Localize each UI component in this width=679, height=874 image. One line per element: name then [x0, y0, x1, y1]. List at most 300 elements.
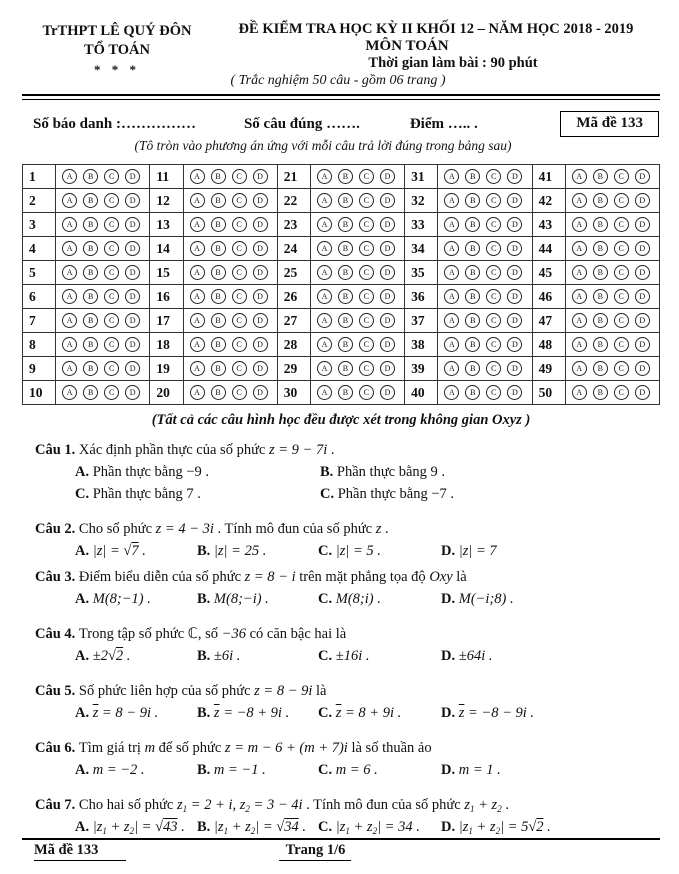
question-number-17: 17 — [150, 309, 183, 333]
answer-bubbles-50 — [565, 381, 659, 405]
answer-bubbles-38 — [438, 333, 532, 357]
bubble-24-A[interactable]: A — [317, 241, 332, 256]
bubble-7-A[interactable]: A — [62, 313, 77, 328]
question-number-23: 23 — [277, 213, 310, 237]
question-3-label: Câu 3. — [35, 569, 79, 585]
bubble-5-B[interactable]: B — [83, 265, 98, 280]
bubble-32-D[interactable]: D — [507, 193, 522, 208]
bubble-41-D[interactable]: D — [635, 169, 650, 184]
bubble-42-D[interactable]: D — [635, 193, 650, 208]
bubble-1-D[interactable]: D — [125, 169, 140, 184]
option-text: $|z_1 + z_2| = √34$ . — [213, 819, 306, 836]
bubble-34-D[interactable]: D — [507, 241, 522, 256]
bubble-35-A[interactable]: A — [444, 265, 459, 280]
bubble-19-B[interactable]: B — [211, 361, 226, 376]
bubble-19-C[interactable]: C — [232, 361, 247, 376]
bubble-8-C[interactable]: C — [104, 337, 119, 352]
bubble-28-D[interactable]: D — [380, 337, 395, 352]
math-expression: −36 — [221, 626, 246, 642]
bubble-30-C[interactable]: C — [359, 385, 374, 400]
bubble-26-B[interactable]: B — [338, 289, 353, 304]
question-number-13: 13 — [150, 213, 183, 237]
question-4-option-A — [75, 646, 197, 667]
bubble-44-D[interactable]: D — [635, 241, 650, 256]
bubble-7-B[interactable]: B — [83, 313, 98, 328]
bubble-6-C[interactable]: C — [104, 289, 119, 304]
correct-count-field[interactable]: Số câu đúng ……. — [243, 116, 360, 132]
bubble-23-C[interactable]: C — [359, 217, 374, 232]
bubble-48-C[interactable]: C — [614, 337, 629, 352]
bubble-50-C[interactable]: C — [614, 385, 629, 400]
bubble-1-C[interactable]: C — [104, 169, 119, 184]
bubble-13-D[interactable]: D — [253, 217, 268, 232]
bubble-40-A[interactable]: A — [444, 385, 459, 400]
bubble-48-B[interactable]: B — [593, 337, 608, 352]
bubble-5-C[interactable]: C — [104, 265, 119, 280]
bubble-15-D[interactable]: D — [253, 265, 268, 280]
option-label: A. — [75, 591, 93, 607]
option-text: $|z_1 + z_2| = √43$ . — [92, 819, 185, 836]
bubble-3-B[interactable]: B — [83, 217, 98, 232]
question-number-22: 22 — [277, 189, 310, 213]
bubble-4-A[interactable]: A — [62, 241, 77, 256]
bubble-20-A[interactable]: A — [190, 385, 205, 400]
bubble-3-D[interactable]: D — [125, 217, 140, 232]
bubble-14-D[interactable]: D — [253, 241, 268, 256]
bubble-43-C[interactable]: C — [614, 217, 629, 232]
question-number-6: 6 — [23, 285, 56, 309]
answer-bubbles-29 — [310, 357, 404, 381]
bubble-2-D[interactable]: D — [125, 193, 140, 208]
question-number-48: 48 — [532, 333, 565, 357]
answer-bubbles-20 — [183, 381, 277, 405]
option-label: C. — [318, 543, 336, 559]
option-label: D. — [441, 543, 459, 559]
bubble-21-D[interactable]: D — [380, 169, 395, 184]
question-2-option-D — [441, 541, 660, 562]
bubble-45-D[interactable]: D — [635, 265, 650, 280]
bubble-10-C[interactable]: C — [104, 385, 119, 400]
bubble-48-D[interactable]: D — [635, 337, 650, 352]
bubble-24-B[interactable]: B — [338, 241, 353, 256]
bubble-41-C[interactable]: C — [614, 169, 629, 184]
bubble-21-A[interactable]: A — [317, 169, 332, 184]
bubble-44-B[interactable]: B — [593, 241, 608, 256]
bubble-22-A[interactable]: A — [317, 193, 332, 208]
bubble-1-B[interactable]: B — [83, 169, 98, 184]
answer-bubbles-41 — [565, 165, 659, 189]
bubble-44-A[interactable]: A — [572, 241, 587, 256]
bubble-12-A[interactable]: A — [190, 193, 205, 208]
exam-header — [22, 20, 660, 90]
bubble-16-B[interactable]: B — [211, 289, 226, 304]
bubble-41-A[interactable]: A — [572, 169, 587, 184]
bubble-45-C[interactable]: C — [614, 265, 629, 280]
option-label: B. — [197, 591, 214, 607]
math-expression: m — [144, 740, 156, 756]
bubble-40-D[interactable]: D — [507, 385, 522, 400]
bubble-15-C[interactable]: C — [232, 265, 247, 280]
bubble-15-B[interactable]: B — [211, 265, 226, 280]
bubble-19-D[interactable]: D — [253, 361, 268, 376]
bubble-49-A[interactable]: A — [572, 361, 587, 376]
bubble-21-C[interactable]: C — [359, 169, 374, 184]
bubble-16-D[interactable]: D — [253, 289, 268, 304]
bubble-47-A[interactable]: A — [572, 313, 587, 328]
option-label: A. — [75, 762, 93, 778]
bubble-23-A[interactable]: A — [317, 217, 332, 232]
bubble-34-C[interactable]: C — [486, 241, 501, 256]
bubble-32-B[interactable]: B — [465, 193, 480, 208]
bubble-6-B[interactable]: B — [83, 289, 98, 304]
bubble-26-C[interactable]: C — [359, 289, 374, 304]
bubble-14-C[interactable]: C — [232, 241, 247, 256]
bubble-29-D[interactable]: D — [380, 361, 395, 376]
bubble-31-A[interactable]: A — [444, 169, 459, 184]
bubble-38-D[interactable]: D — [507, 337, 522, 352]
bubble-28-B[interactable]: B — [338, 337, 353, 352]
bubble-21-B[interactable]: B — [338, 169, 353, 184]
option-label: C. — [320, 486, 338, 502]
bubble-13-B[interactable]: B — [211, 217, 226, 232]
bubble-34-B[interactable]: B — [465, 241, 480, 256]
bubble-36-A[interactable]: A — [444, 289, 459, 304]
question-1-option-A — [75, 462, 320, 483]
answer-bubbles-16 — [183, 285, 277, 309]
answer-bubbles-22 — [310, 189, 404, 213]
bubble-47-C[interactable]: C — [614, 313, 629, 328]
question-number-40: 40 — [405, 381, 438, 405]
bubble-12-B[interactable]: B — [211, 193, 226, 208]
bubble-47-D[interactable]: D — [635, 313, 650, 328]
bubble-35-B[interactable]: B — [465, 265, 480, 280]
score-field[interactable]: Điểm ….. . — [409, 116, 478, 132]
bubble-22-D[interactable]: D — [380, 193, 395, 208]
bubble-5-D[interactable]: D — [125, 265, 140, 280]
bubble-1-A[interactable]: A — [62, 169, 77, 184]
bubble-22-C[interactable]: C — [359, 193, 374, 208]
stars-divider: * * * — [94, 62, 140, 77]
option-label: B. — [197, 762, 214, 778]
bubble-28-C[interactable]: C — [359, 337, 374, 352]
bubble-24-C[interactable]: C — [359, 241, 374, 256]
subject-title: MÔN TOÁN — [365, 38, 449, 54]
question-number-27: 27 — [277, 309, 310, 333]
question-number-47: 47 — [532, 309, 565, 333]
question-5-options — [35, 703, 660, 724]
bubble-46-D[interactable]: D — [635, 289, 650, 304]
bubble-38-B[interactable]: B — [465, 337, 480, 352]
bubble-2-A[interactable]: A — [62, 193, 77, 208]
bubble-40-C[interactable]: C — [486, 385, 501, 400]
question-number-1: 1 — [23, 165, 56, 189]
bubble-6-D[interactable]: D — [125, 289, 140, 304]
bubble-4-D[interactable]: D — [125, 241, 140, 256]
bubble-31-D[interactable]: D — [507, 169, 522, 184]
bubble-42-A[interactable]: A — [572, 193, 587, 208]
page-footer — [22, 838, 660, 864]
answer-bubbles-46 — [565, 285, 659, 309]
bubble-32-A[interactable]: A — [444, 193, 459, 208]
bubble-39-A[interactable]: A — [444, 361, 459, 376]
question-6 — [35, 739, 660, 781]
bubble-17-D[interactable]: D — [253, 313, 268, 328]
answer-bubbles-21 — [310, 165, 404, 189]
bubble-50-A[interactable]: A — [572, 385, 587, 400]
bubble-16-C[interactable]: C — [232, 289, 247, 304]
answer-bubbles-19 — [183, 357, 277, 381]
bubble-39-B[interactable]: B — [465, 361, 480, 376]
bubble-24-D[interactable]: D — [380, 241, 395, 256]
math-expression: z = m − 6 + (m + 7)i — [224, 740, 348, 756]
bubble-39-C[interactable]: C — [486, 361, 501, 376]
bubble-10-A[interactable]: A — [62, 385, 77, 400]
answer-grid-row — [23, 237, 660, 261]
bubble-3-A[interactable]: A — [62, 217, 77, 232]
bubble-36-C[interactable]: C — [486, 289, 501, 304]
answer-bubbles-47 — [565, 309, 659, 333]
bubble-9-A[interactable]: A — [62, 361, 77, 376]
bubble-46-C[interactable]: C — [614, 289, 629, 304]
bubble-12-D[interactable]: D — [253, 193, 268, 208]
question-1-label: Câu 1. — [35, 442, 79, 458]
bubble-41-B[interactable]: B — [593, 169, 608, 184]
bubble-30-B[interactable]: B — [338, 385, 353, 400]
bubble-33-C[interactable]: C — [486, 217, 501, 232]
bubble-42-B[interactable]: B — [593, 193, 608, 208]
bubble-32-C[interactable]: C — [486, 193, 501, 208]
bubble-10-D[interactable]: D — [125, 385, 140, 400]
bubble-5-A[interactable]: A — [62, 265, 77, 280]
option-text: m = −2 . — [92, 762, 145, 778]
bubble-11-A[interactable]: A — [190, 169, 205, 184]
answer-bubbles-33 — [438, 213, 532, 237]
bubble-49-D[interactable]: D — [635, 361, 650, 376]
bubble-11-B[interactable]: B — [211, 169, 226, 184]
option-text: $|z_1 + z_2| = 34$ . — [335, 819, 420, 836]
bubble-35-D[interactable]: D — [507, 265, 522, 280]
bubble-27-B[interactable]: B — [338, 313, 353, 328]
bubble-25-D[interactable]: D — [380, 265, 395, 280]
bubble-37-D[interactable]: D — [507, 313, 522, 328]
bubble-29-A[interactable]: A — [317, 361, 332, 376]
question-number-5: 5 — [23, 261, 56, 285]
bubble-3-C[interactable]: C — [104, 217, 119, 232]
bubble-17-C[interactable]: C — [232, 313, 247, 328]
bubble-50-D[interactable]: D — [635, 385, 650, 400]
question-6-option-C — [318, 760, 441, 781]
bubble-22-B[interactable]: B — [338, 193, 353, 208]
math-expression: z — [375, 521, 382, 537]
bubble-46-B[interactable]: B — [593, 289, 608, 304]
math-expression: $z_1 = 2 + i$, $z_2 = 3 - 4i$ — [177, 797, 303, 814]
bubble-42-C[interactable]: C — [614, 193, 629, 208]
stem-text: Tìm giá trị — [78, 740, 145, 756]
bubble-44-C[interactable]: C — [614, 241, 629, 256]
question-number-16: 16 — [150, 285, 183, 309]
bubble-29-C[interactable]: C — [359, 361, 374, 376]
bubble-18-A[interactable]: A — [190, 337, 205, 352]
answer-bubbles-12 — [183, 189, 277, 213]
bubble-43-B[interactable]: B — [593, 217, 608, 232]
bubble-2-B[interactable]: B — [83, 193, 98, 208]
bubble-9-B[interactable]: B — [83, 361, 98, 376]
bubble-16-A[interactable]: A — [190, 289, 205, 304]
answer-grid-row — [23, 381, 660, 405]
bubble-20-B[interactable]: B — [211, 385, 226, 400]
question-3-options — [35, 589, 660, 610]
stem-text: Số phức liên hợp của số phức — [78, 683, 255, 699]
question-7-option-B — [197, 817, 318, 838]
option-text: $\overline{z} = 8 - 9i$ . — [92, 705, 159, 721]
bubble-20-D[interactable]: D — [253, 385, 268, 400]
question-number-10: 10 — [23, 381, 56, 405]
department-name: TỔ TOÁN — [84, 42, 150, 58]
registration-row — [22, 111, 660, 137]
answer-grid-row — [23, 165, 660, 189]
bubble-7-D[interactable]: D — [125, 313, 140, 328]
bubble-38-C[interactable]: C — [486, 337, 501, 352]
question-7 — [35, 796, 660, 838]
bubble-27-D[interactable]: D — [380, 313, 395, 328]
bubble-14-A[interactable]: A — [190, 241, 205, 256]
bubble-12-C[interactable]: C — [232, 193, 247, 208]
bubble-11-D[interactable]: D — [253, 169, 268, 184]
bubble-46-A[interactable]: A — [572, 289, 587, 304]
answer-bubbles-6 — [56, 285, 150, 309]
question-3 — [35, 568, 660, 610]
bubble-25-A[interactable]: A — [317, 265, 332, 280]
question-number-26: 26 — [277, 285, 310, 309]
question-number-19: 19 — [150, 357, 183, 381]
bubble-29-B[interactable]: B — [338, 361, 353, 376]
question-number-7: 7 — [23, 309, 56, 333]
bubble-19-A[interactable]: A — [190, 361, 205, 376]
bubble-38-A[interactable]: A — [444, 337, 459, 352]
bubble-28-A[interactable]: A — [317, 337, 332, 352]
bubble-37-C[interactable]: C — [486, 313, 501, 328]
bubble-47-B[interactable]: B — [593, 313, 608, 328]
option-label: A. — [75, 819, 93, 835]
bubble-9-C[interactable]: C — [104, 361, 119, 376]
bubble-13-A[interactable]: A — [190, 217, 205, 232]
bubble-31-B[interactable]: B — [465, 169, 480, 184]
bubble-39-D[interactable]: D — [507, 361, 522, 376]
bubble-27-A[interactable]: A — [317, 313, 332, 328]
bubble-48-A[interactable]: A — [572, 337, 587, 352]
bubble-25-B[interactable]: B — [338, 265, 353, 280]
question-number-43: 43 — [532, 213, 565, 237]
bubble-11-C[interactable]: C — [232, 169, 247, 184]
question-1-option-C — [75, 484, 320, 505]
bubble-26-A[interactable]: A — [317, 289, 332, 304]
answer-bubbles-28 — [310, 333, 404, 357]
bubble-23-D[interactable]: D — [380, 217, 395, 232]
option-label: D. — [441, 705, 459, 721]
bubble-50-B[interactable]: B — [593, 385, 608, 400]
question-number-35: 35 — [405, 261, 438, 285]
bubble-30-A[interactable]: A — [317, 385, 332, 400]
bubble-43-D[interactable]: D — [635, 217, 650, 232]
bubble-49-C[interactable]: C — [614, 361, 629, 376]
question-number-50: 50 — [532, 381, 565, 405]
bubble-4-B[interactable]: B — [83, 241, 98, 256]
bubble-30-D[interactable]: D — [380, 385, 395, 400]
exam-title: ĐỀ KIỂM TRA HỌC KỲ II KHỐI 12 – NĂM HỌC 2018 - 2019 — [238, 21, 634, 37]
question-4-option-C — [318, 646, 441, 667]
bubble-25-C[interactable]: C — [359, 265, 374, 280]
bubble-9-D[interactable]: D — [125, 361, 140, 376]
answer-grid-row — [23, 261, 660, 285]
bubble-2-C[interactable]: C — [104, 193, 119, 208]
bubble-8-D[interactable]: D — [125, 337, 140, 352]
bubble-8-B[interactable]: B — [83, 337, 98, 352]
bubble-18-D[interactable]: D — [253, 337, 268, 352]
bubble-34-A[interactable]: A — [444, 241, 459, 256]
bubble-40-B[interactable]: B — [465, 385, 480, 400]
bubble-18-C[interactable]: C — [232, 337, 247, 352]
answer-bubbles-11 — [183, 165, 277, 189]
bubble-20-C[interactable]: C — [232, 385, 247, 400]
candidate-number-field[interactable]: Số báo danh :…………… — [33, 116, 196, 132]
format-note: ( Trắc nghiệm 50 câu - gồm 06 trang ) — [230, 73, 446, 88]
bubble-7-C[interactable]: C — [104, 313, 119, 328]
question-2-option-A — [75, 541, 197, 562]
bubble-33-D[interactable]: D — [507, 217, 522, 232]
answer-bubbles-43 — [565, 213, 659, 237]
answer-grid-row — [23, 333, 660, 357]
bubble-17-A[interactable]: A — [190, 313, 205, 328]
option-text: Phần thực bằng −9 . — [92, 464, 210, 480]
bubble-10-B[interactable]: B — [83, 385, 98, 400]
bubble-31-C[interactable]: C — [486, 169, 501, 184]
bubble-18-B[interactable]: B — [211, 337, 226, 352]
bubble-45-A[interactable]: A — [572, 265, 587, 280]
bubble-33-B[interactable]: B — [465, 217, 480, 232]
bubble-17-B[interactable]: B — [211, 313, 226, 328]
bubble-33-A[interactable]: A — [444, 217, 459, 232]
bubble-49-B[interactable]: B — [593, 361, 608, 376]
bubble-37-B[interactable]: B — [465, 313, 480, 328]
answer-bubbles-8 — [56, 333, 150, 357]
bubble-23-B[interactable]: B — [338, 217, 353, 232]
bubble-35-C[interactable]: C — [486, 265, 501, 280]
question-7-label: Câu 7. — [35, 797, 79, 813]
answer-bubbles-34 — [438, 237, 532, 261]
bubble-43-A[interactable]: A — [572, 217, 587, 232]
bubble-36-D[interactable]: D — [507, 289, 522, 304]
bubble-14-B[interactable]: B — [211, 241, 226, 256]
answer-bubbles-44 — [565, 237, 659, 261]
bubble-6-A[interactable]: A — [62, 289, 77, 304]
bubble-26-D[interactable]: D — [380, 289, 395, 304]
bubble-37-A[interactable]: A — [444, 313, 459, 328]
bubble-45-B[interactable]: B — [593, 265, 608, 280]
question-5-option-A — [75, 703, 197, 724]
bubble-8-A[interactable]: A — [62, 337, 77, 352]
bubble-36-B[interactable]: B — [465, 289, 480, 304]
question-number-14: 14 — [150, 237, 183, 261]
bubble-15-A[interactable]: A — [190, 265, 205, 280]
answer-grid — [22, 164, 660, 405]
option-text: m = −1 . — [213, 762, 266, 778]
question-5-option-C — [318, 703, 441, 724]
bubble-13-C[interactable]: C — [232, 217, 247, 232]
question-4-option-D — [441, 646, 660, 667]
question-number-18: 18 — [150, 333, 183, 357]
bubble-27-C[interactable]: C — [359, 313, 374, 328]
bubble-4-C[interactable]: C — [104, 241, 119, 256]
